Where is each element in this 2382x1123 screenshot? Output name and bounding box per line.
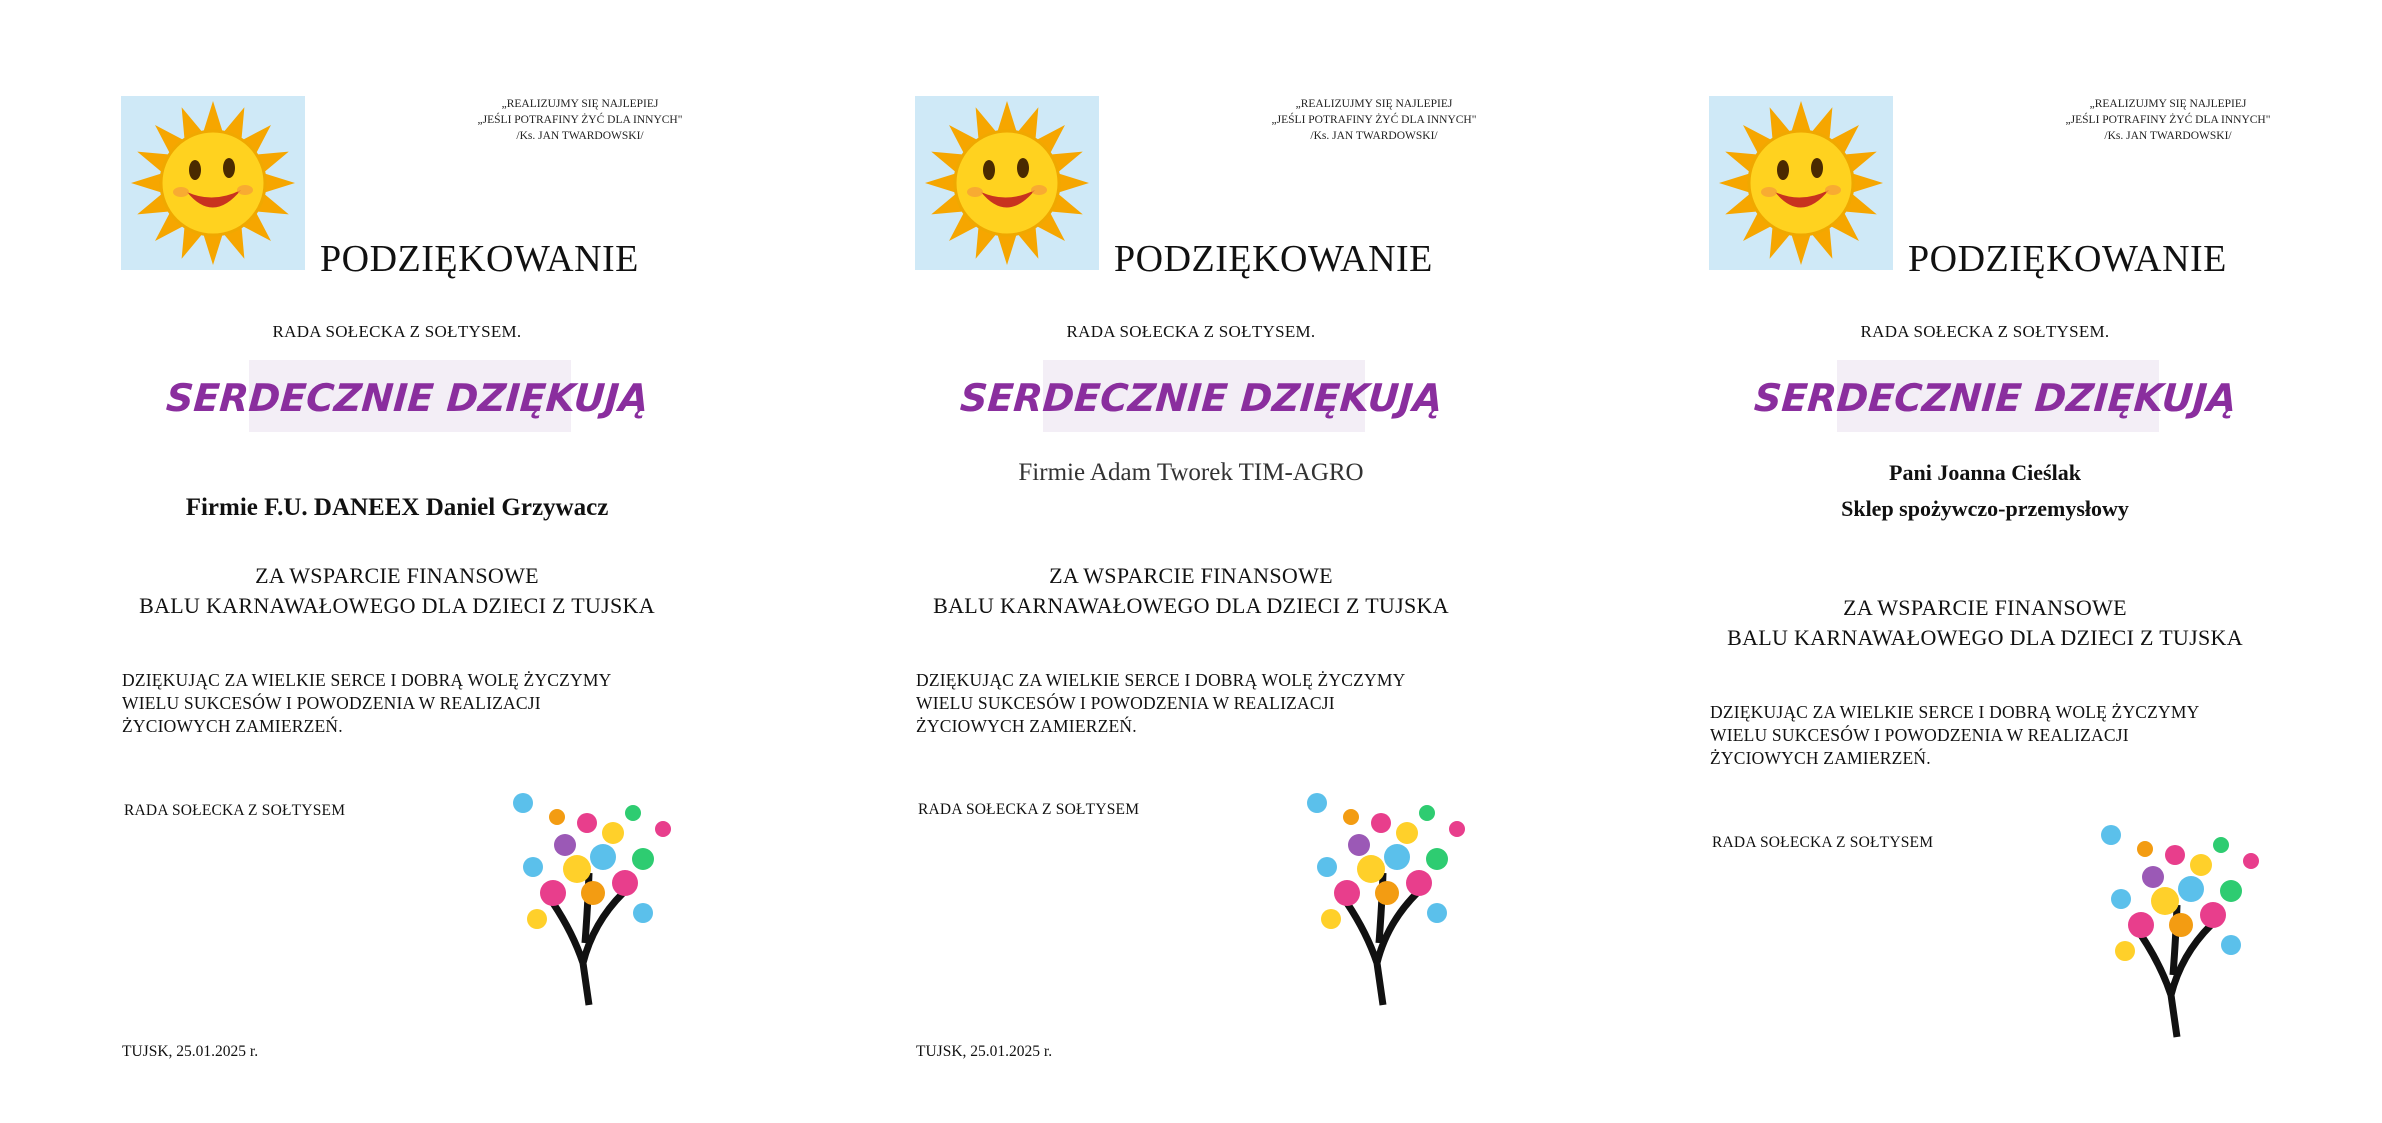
wishes-line: WIELU SUKCESÓW I POWODZENIA W REALIZACJI xyxy=(916,693,1335,713)
support-text xyxy=(794,561,1588,621)
page-title: PODZIĘKOWANIE xyxy=(1114,238,1433,280)
support-line: ZA WSPARCIE FINANSOWE xyxy=(255,563,539,588)
recipient-name: Pani Joanna Cieślak xyxy=(1889,460,2081,485)
quote xyxy=(2018,96,2318,144)
quote-line: /Ks. JAN TWARDOWSKI/ xyxy=(2104,130,2232,142)
date-text: TUJSK, 25.01.2025 r. xyxy=(122,1043,259,1060)
thank-you-card xyxy=(1588,0,2382,1123)
support-line: BALU KARNAWAŁOWEGO DLA DZIECI Z TUJSKA xyxy=(139,593,655,618)
wishes-line: WIELU SUKCESÓW I POWODZENIA W REALIZACJI xyxy=(122,693,541,713)
thank-you-card xyxy=(0,0,794,1123)
signature: RADA SOŁECKA Z SOŁTYSEM xyxy=(918,801,1140,818)
council-heading: RADA SOŁECKA Z SOŁTYSEM. xyxy=(272,322,522,341)
wishes-line: ŻYCIOWYCH ZAMIERZEŃ. xyxy=(1710,748,1931,768)
recipient-name: Firmie Adam Tworek TIM-AGRO xyxy=(1018,459,1364,486)
signature: RADA SOŁECKA Z SOŁTYSEM xyxy=(1712,834,1934,851)
wishes-text xyxy=(916,669,1476,738)
quote-line: „REALIZUJMY SIĘ NAJLEPIEJ xyxy=(2089,98,2247,110)
support-line: BALU KARNAWAŁOWEGO DLA DZIECI Z TUJSKA xyxy=(933,593,1449,618)
support-line: BALU KARNAWAŁOWEGO DLA DZIECI Z TUJSKA xyxy=(1727,625,2243,650)
wishes-line: DZIĘKUJĄC ZA WIELKIE SERCE I DOBRĄ WOLĘ ŻYCZYMY xyxy=(916,670,1406,690)
wishes-text xyxy=(1710,701,2270,770)
quote xyxy=(430,96,730,144)
quote-line: /Ks. JAN TWARDOWSKI/ xyxy=(1310,130,1438,142)
balloon-tree-image xyxy=(493,773,685,1005)
quote-line: „REALIZUJMY SIĘ NAJLEPIEJ xyxy=(1295,98,1453,110)
recipient-business: Sklep spożywczo-przemysłowy xyxy=(1841,496,2129,521)
thanks-word-art xyxy=(164,360,650,432)
thanks-word-art-text: SERDECZNIE DZIĘKUJĄ xyxy=(164,376,650,420)
council-heading: RADA SOŁECKA Z SOŁTYSEM. xyxy=(1066,322,1316,341)
wishes-line: DZIĘKUJĄC ZA WIELKIE SERCE I DOBRĄ WOLĘ ŻYCZYMY xyxy=(122,670,612,690)
thank-you-card xyxy=(794,0,1588,1123)
wishes-line: WIELU SUKCESÓW I POWODZENIA W REALIZACJI xyxy=(1710,725,2129,745)
thanks-word-art-text: SERDECZNIE DZIĘKUJĄ xyxy=(958,376,1444,420)
recipient-name: Firmie F.U. DANEEX Daniel Grzywacz xyxy=(185,494,609,521)
support-line: ZA WSPARCIE FINANSOWE xyxy=(1049,563,1333,588)
page-title: PODZIĘKOWANIE xyxy=(1908,238,2227,280)
signature: RADA SOŁECKA Z SOŁTYSEM xyxy=(124,802,346,819)
balloon-tree-image xyxy=(1287,773,1479,1005)
smiling-sun-image xyxy=(121,96,305,270)
quote-line: „JEŚLI POTRAFINY ŻYĆ DLA INNYCH" xyxy=(477,114,683,126)
date-text: TUJSK, 25.01.2025 r. xyxy=(916,1043,1053,1060)
support-line: ZA WSPARCIE FINANSOWE xyxy=(1843,595,2127,620)
smiling-sun-image xyxy=(915,96,1099,270)
support-text xyxy=(0,561,794,621)
thanks-word-art-text: SERDECZNIE DZIĘKUJĄ xyxy=(1752,376,2238,420)
support-text xyxy=(1588,593,2382,653)
balloon-tree-image xyxy=(2081,805,2273,1037)
quote-line: /Ks. JAN TWARDOWSKI/ xyxy=(516,130,644,142)
wishes-line: DZIĘKUJĄC ZA WIELKIE SERCE I DOBRĄ WOLĘ ŻYCZYMY xyxy=(1710,702,2200,722)
thanks-word-art xyxy=(958,360,1444,432)
wishes-line: ŻYCIOWYCH ZAMIERZEŃ. xyxy=(122,716,343,736)
council-heading: RADA SOŁECKA Z SOŁTYSEM. xyxy=(1860,322,2110,341)
wishes-text xyxy=(122,669,682,738)
smiling-sun-image xyxy=(1709,96,1893,270)
quote-line: „JEŚLI POTRAFINY ŻYĆ DLA INNYCH" xyxy=(1271,114,1477,126)
quote xyxy=(1224,96,1524,144)
page-title: PODZIĘKOWANIE xyxy=(320,238,639,280)
quote-line: „JEŚLI POTRAFINY ŻYĆ DLA INNYCH" xyxy=(2065,114,2271,126)
quote-line: „REALIZUJMY SIĘ NAJLEPIEJ xyxy=(501,98,659,110)
thanks-word-art xyxy=(1752,360,2238,432)
wishes-line: ŻYCIOWYCH ZAMIERZEŃ. xyxy=(916,716,1137,736)
